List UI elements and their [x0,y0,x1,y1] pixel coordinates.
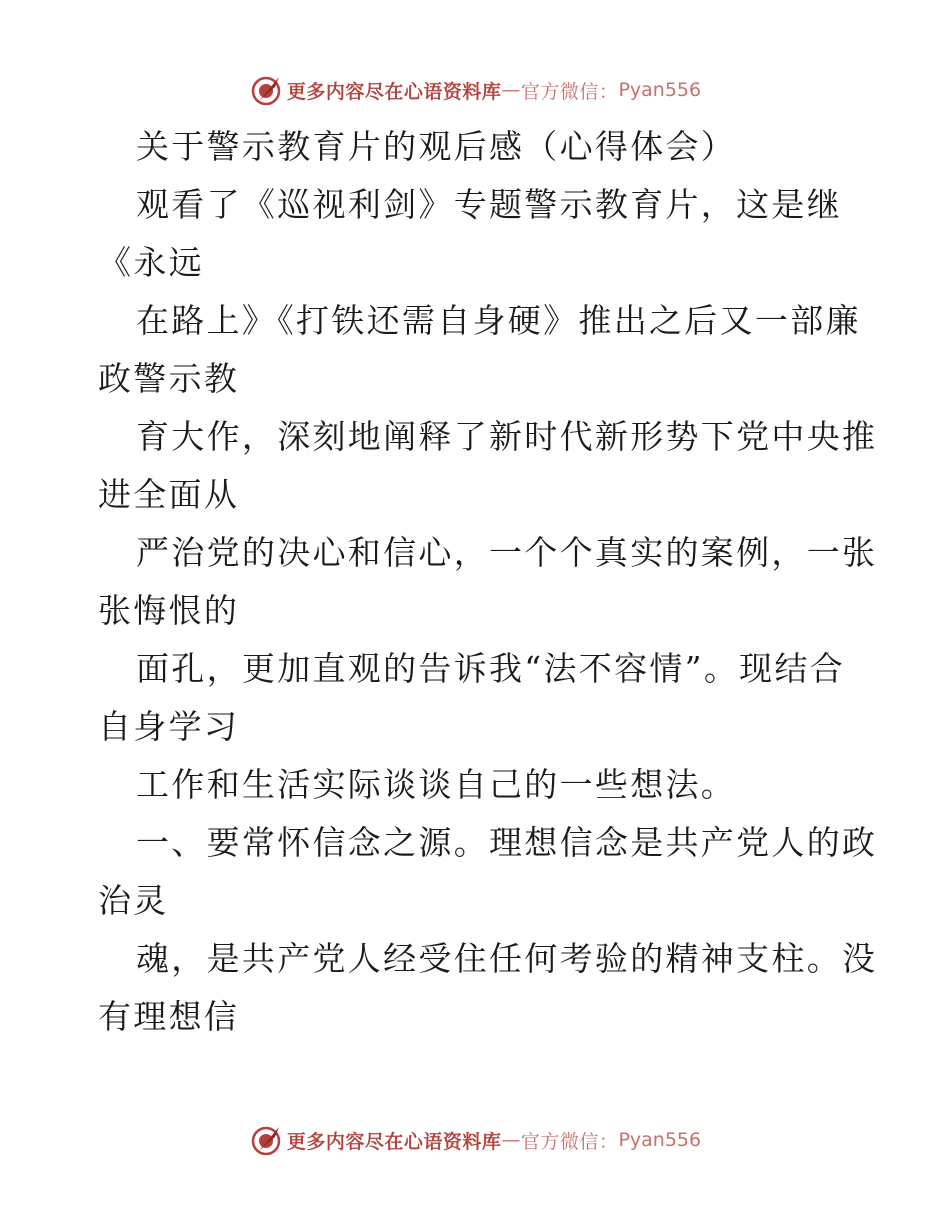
document-body [98,118,878,1046]
text-line: 治灵 [98,881,169,920]
text-line: 严治党的决心和信心，一个个真实的案例，一张 [136,533,878,572]
text-line: 进全面从 [98,475,240,514]
text-line: 自身学习 [98,707,240,746]
document-title: 关于警示教育片的观后感（心得体会） [136,127,737,166]
text-line: 观看了《巡视利剑》专题警示教育片，这是继 [136,185,842,224]
text-line: 魂，是共产党人经受住任何考验的精神支柱。没 [136,939,878,978]
text-line: 育大作，深刻地阐释了新时代新形势下党中央推 [136,417,878,456]
quill-logo-icon [249,73,283,107]
banner-brand-text: 更多内容尽在心语资料库 [286,1130,502,1153]
text-line: 张悔恨的 [98,591,240,630]
text-line: 工作和生活实际谈谈自己的一些想法。 [136,765,737,804]
text-line: 政警示教 [98,359,240,398]
banner-wechat-handle: Pyan556 [618,1129,702,1151]
banner-wechat-label: 官方微信： [520,1130,619,1153]
header-watermark-banner [0,70,950,110]
quill-logo-icon [249,1123,283,1157]
text-line: 有理想信 [98,997,240,1036]
banner-wechat-label: 官方微信： [520,80,619,103]
text-line: 《永远 [98,243,204,282]
footer-watermark-banner [0,1120,950,1160]
text-line: 面孔，更加直观的告诉我“法不容情”。现结合 [136,649,846,688]
banner-separator: — [501,79,521,101]
text-line: 在路上》《打铁还需自身硬》推出之后又一部廉 [136,301,861,340]
banner-wechat-handle: Pyan556 [618,79,702,101]
banner-brand-text: 更多内容尽在心语资料库 [286,80,502,103]
section-heading-line: 一、要常怀信念之源。理想信念是共产党人的政 [136,823,878,862]
banner-separator: — [501,1129,521,1151]
